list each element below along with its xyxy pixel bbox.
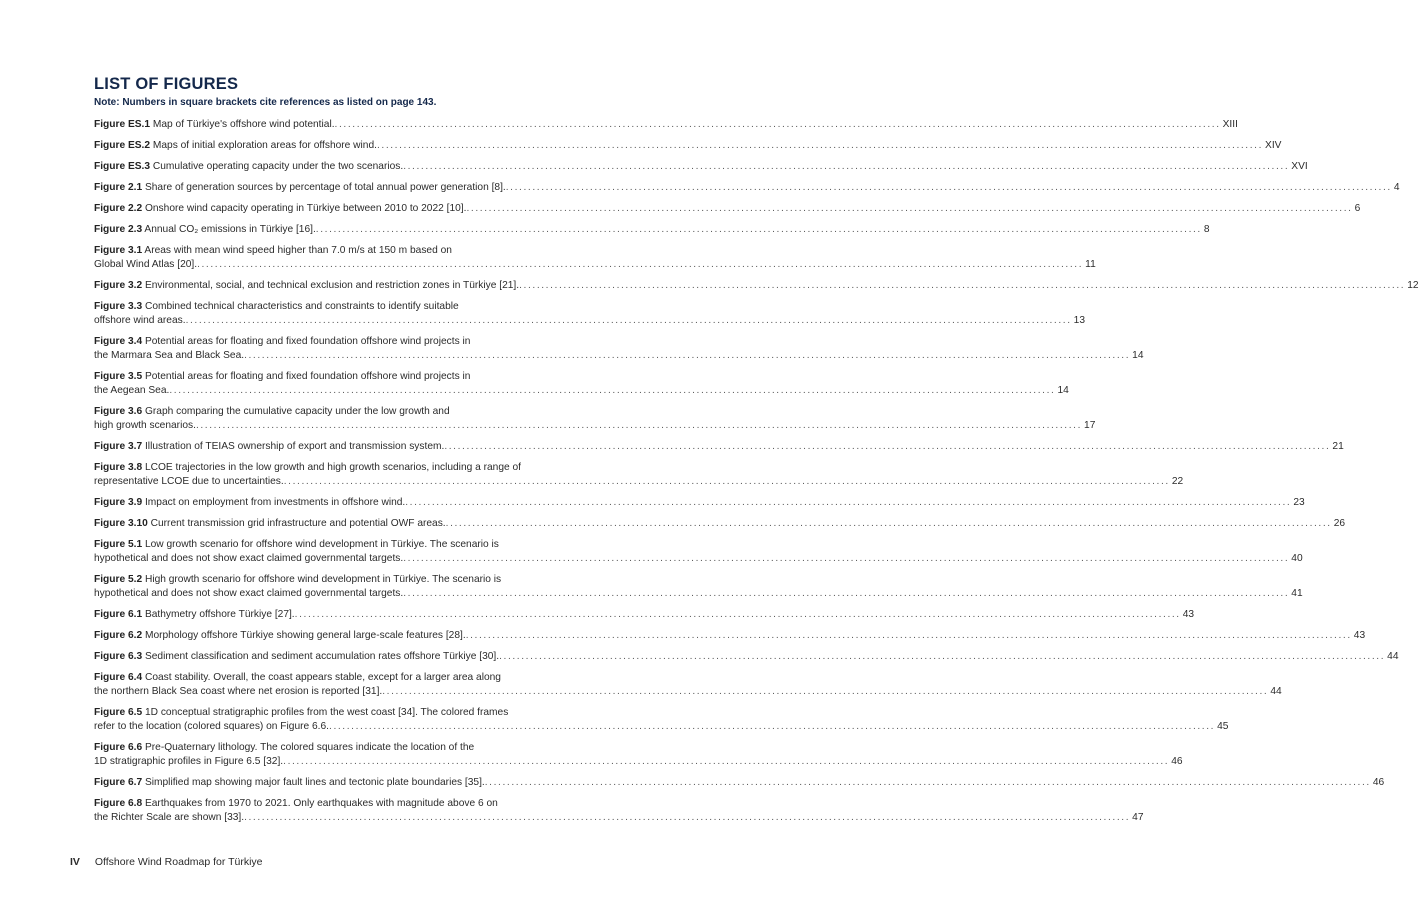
- figure-caption: offshore wind areas.: [94, 315, 186, 326]
- figure-page-number: XIV: [1265, 140, 1282, 151]
- dot-leader: [295, 608, 1181, 622]
- figure-label: Figure 6.4: [94, 672, 143, 683]
- figure-entry[interactable]: [94, 405, 1096, 433]
- figure-label: Figure 6.1: [94, 609, 143, 620]
- figure-page-number: 44: [1270, 686, 1282, 697]
- dot-leader: [446, 517, 1332, 531]
- dot-leader: [335, 118, 1221, 132]
- dot-leader: [499, 650, 1385, 664]
- dot-leader: [244, 811, 1130, 825]
- figure-label: Figure 6.5: [94, 707, 143, 718]
- figure-caption: Earthquakes from 1970 to 2021. Only earthquakes with magnitude above 6 on: [144, 798, 498, 809]
- figure-entry[interactable]: [94, 797, 1144, 825]
- figure-caption: Current transmission grid infrastructure and potential OWF areas.: [150, 518, 446, 529]
- figure-caption: Global Wind Atlas [20].: [94, 259, 198, 270]
- figure-page-number: 8: [1203, 224, 1210, 235]
- dot-leader: [186, 314, 1072, 328]
- figure-label: Figure 6.3: [94, 651, 143, 662]
- figure-caption: Environmental, social, and technical exclusion and restriction zones in Türkiye [21].: [144, 280, 520, 291]
- figure-entry[interactable]: [94, 461, 1184, 489]
- figure-label: Figure 6.2: [94, 630, 143, 641]
- figure-caption: High growth scenario for offshore wind development in Türkiye. The scenario is: [144, 574, 502, 585]
- figure-caption: Cumulative operating capacity under the two scenarios.: [152, 161, 404, 172]
- figure-page-number: 47: [1132, 812, 1144, 823]
- figure-page-number: 43: [1353, 630, 1366, 641]
- figure-caption: the Aegean Sea.: [94, 385, 170, 396]
- figure-caption: Maps of initial exploration areas for offshore wind.: [152, 140, 377, 151]
- dot-leader: [403, 587, 1289, 601]
- figure-page-number: 4: [1393, 182, 1400, 193]
- figure-page-number: 40: [1291, 553, 1303, 564]
- figure-entry[interactable]: [94, 160, 1308, 174]
- figure-label: Figure 3.3: [94, 301, 143, 312]
- figure-entry[interactable]: [94, 118, 1238, 132]
- figure-entry[interactable]: [94, 538, 1303, 566]
- figure-page-number: XVI: [1291, 161, 1308, 172]
- footer-page-number: IV: [70, 856, 80, 868]
- figure-label: Figure 2.3: [94, 224, 143, 235]
- figure-entry[interactable]: [94, 629, 1366, 643]
- figure-page-number: 41: [1291, 588, 1303, 599]
- figure-page-number: 11: [1085, 259, 1096, 270]
- figure-page-number: 14: [1057, 385, 1069, 396]
- figure-list: [94, 118, 1419, 832]
- figure-caption: refer to the location (colored squares) on Figure 6.6.: [94, 721, 330, 732]
- dot-leader: [316, 223, 1202, 237]
- figure-label: Figure 3.2: [94, 280, 143, 291]
- page-footer: [70, 856, 263, 868]
- figure-entry[interactable]: [94, 440, 1344, 454]
- figure-label: Figure 5.2: [94, 574, 143, 585]
- figure-caption: the northern Black Sea coast where net erosion is reported [31].: [94, 686, 383, 697]
- figure-page-number: 6: [1354, 203, 1361, 214]
- figure-label: Figure 2.1: [94, 182, 143, 193]
- dot-leader: [377, 139, 1263, 153]
- figure-entry[interactable]: [94, 741, 1183, 769]
- figure-caption: Pre-Quaternary lithology. The colored squares indicate the location of the: [144, 742, 475, 753]
- figure-caption: Simplified map showing major fault lines and tectonic plate boundaries [35].: [144, 777, 485, 788]
- figure-caption: Graph comparing the cumulative capacity under the low growth and: [144, 406, 450, 417]
- figure-entry[interactable]: [94, 776, 1385, 790]
- figure-entry[interactable]: [94, 223, 1210, 237]
- figure-label: Figure 3.1: [94, 245, 143, 256]
- figure-entry[interactable]: [94, 370, 1069, 398]
- figure-page-number: 14: [1132, 350, 1144, 361]
- figure-caption: Annual CO₂ emissions in Türkiye [16].: [144, 224, 316, 235]
- figure-caption: 1D conceptual stratigraphic profiles from the west coast [34]. The colored frames: [144, 707, 509, 718]
- dot-leader: [519, 279, 1405, 293]
- figure-caption: Onshore wind capacity operating in Türkiye between 2010 to 2022 [10].: [144, 203, 467, 214]
- figure-caption: Low growth scenario for offshore wind development in Türkiye. The scenario is: [144, 539, 499, 550]
- figure-page-number: XIII: [1222, 119, 1238, 130]
- figure-caption: hypothetical and does not show exact claimed governmental targets.: [94, 553, 404, 564]
- figure-page-number: 22: [1171, 476, 1184, 487]
- dot-leader: [197, 258, 1083, 272]
- figure-entry[interactable]: [94, 496, 1305, 510]
- figure-entry[interactable]: [94, 279, 1419, 293]
- dot-leader: [382, 685, 1268, 699]
- dot-leader: [329, 720, 1215, 734]
- figure-caption: LCOE trajectories in the low growth and high growth scenarios, including a range of: [144, 462, 521, 473]
- figure-label: Figure 3.6: [94, 406, 143, 417]
- dot-leader: [169, 384, 1055, 398]
- figure-caption: Coast stability. Overall, the coast appears stable, except for a larger area along: [144, 672, 501, 683]
- dot-leader: [444, 440, 1330, 454]
- figure-caption: the Marmara Sea and Black Sea.: [94, 350, 245, 361]
- figure-label: Figure ES.2: [94, 140, 151, 151]
- figure-page-number: 45: [1217, 721, 1229, 732]
- figure-caption: Map of Türkiye's offshore wind potential.: [152, 119, 335, 130]
- dot-leader: [466, 202, 1352, 216]
- figure-label: Figure 6.7: [94, 777, 143, 788]
- dot-leader: [244, 349, 1130, 363]
- figure-caption: Morphology offshore Türkiye showing general large-scale features [28].: [144, 630, 466, 641]
- dot-leader: [466, 629, 1352, 643]
- figure-caption: high growth scenarios.: [94, 420, 196, 431]
- figure-caption: 1D stratigraphic profiles in Figure 6.5 [32].: [94, 756, 284, 767]
- figure-label: Figure 5.1: [94, 539, 143, 550]
- figure-page-number: 17: [1084, 420, 1096, 431]
- figure-label: Figure 3.5: [94, 371, 143, 382]
- figure-caption: representative LCOE due to uncertainties.: [94, 476, 284, 487]
- figure-entry[interactable]: [94, 300, 1085, 328]
- figure-caption: Combined technical characteristics and constraints to identify suitable: [144, 301, 459, 312]
- figure-label: Figure 3.7: [94, 441, 143, 452]
- figure-entry[interactable]: [94, 706, 1229, 734]
- figure-page-number: 21: [1332, 441, 1344, 452]
- figure-page-number: 26: [1333, 518, 1346, 529]
- figure-label: Figure 3.4: [94, 336, 143, 347]
- figure-entry[interactable]: [94, 671, 1282, 699]
- figure-page-number: 44: [1387, 651, 1399, 662]
- dot-leader: [403, 160, 1289, 174]
- figure-caption: Sediment classification and sediment accumulation rates offshore Türkiye [30].: [144, 651, 500, 662]
- figure-caption: Share of generation sources by percentage of total annual power generation [8].: [144, 182, 506, 193]
- dot-leader: [485, 776, 1371, 790]
- figure-label: Figure ES.3: [94, 161, 151, 172]
- figure-label: Figure 3.10: [94, 518, 148, 529]
- figure-entry[interactable]: [94, 335, 1144, 363]
- figure-label: Figure 3.9: [94, 497, 143, 508]
- footer-document-title: Offshore Wind Roadmap for Türkiye: [94, 856, 263, 868]
- figure-page-number: 12: [1407, 280, 1419, 291]
- figure-page-number: 43: [1182, 609, 1195, 620]
- references-note: Note: Numbers in square brackets cite references as listed on page 143.: [94, 97, 437, 108]
- page-title: LIST OF FIGURES: [94, 75, 239, 93]
- figure-entry[interactable]: [94, 517, 1346, 531]
- figure-label: Figure 6.8: [94, 798, 143, 809]
- figure-caption: Areas with mean wind speed higher than 7.0 m/s at 150 m based on: [144, 245, 452, 256]
- figure-page-number: 23: [1293, 497, 1305, 508]
- figure-entry[interactable]: [94, 650, 1399, 664]
- dot-leader: [506, 181, 1392, 195]
- figure-entry[interactable]: [94, 139, 1282, 153]
- figure-caption: hypothetical and does not show exact claimed governmental targets.: [94, 588, 404, 599]
- dot-leader: [284, 475, 1170, 489]
- dot-leader: [403, 552, 1289, 566]
- figure-entry[interactable]: [94, 181, 1400, 195]
- figure-entry[interactable]: [94, 244, 1096, 272]
- figure-label: Figure 2.2: [94, 203, 143, 214]
- figure-label: Figure 3.8: [94, 462, 143, 473]
- figure-page-number: 13: [1073, 315, 1085, 326]
- dot-leader: [405, 496, 1291, 510]
- figure-caption: Potential areas for floating and fixed foundation offshore wind projects in: [144, 371, 471, 382]
- figure-entry[interactable]: [94, 573, 1303, 601]
- dot-leader: [283, 755, 1169, 769]
- figure-page-number: 46: [1171, 756, 1183, 767]
- figure-caption: Potential areas for floating and fixed foundation offshore wind projects in: [144, 336, 471, 347]
- figure-caption: Impact on employment from investments in offshore wind.: [144, 497, 406, 508]
- figure-label: Figure 6.6: [94, 742, 143, 753]
- figure-entry[interactable]: [94, 202, 1361, 216]
- figure-entry[interactable]: [94, 608, 1195, 622]
- figure-caption: Bathymetry offshore Türkiye [27].: [144, 609, 295, 620]
- figure-page-number: 46: [1372, 777, 1385, 788]
- figure-caption: the Richter Scale are shown [33].: [94, 812, 245, 823]
- dot-leader: [196, 419, 1082, 433]
- figure-caption: Illustration of TEIAS ownership of export and transmission system.: [144, 441, 445, 452]
- figure-label: Figure ES.1: [94, 119, 151, 130]
